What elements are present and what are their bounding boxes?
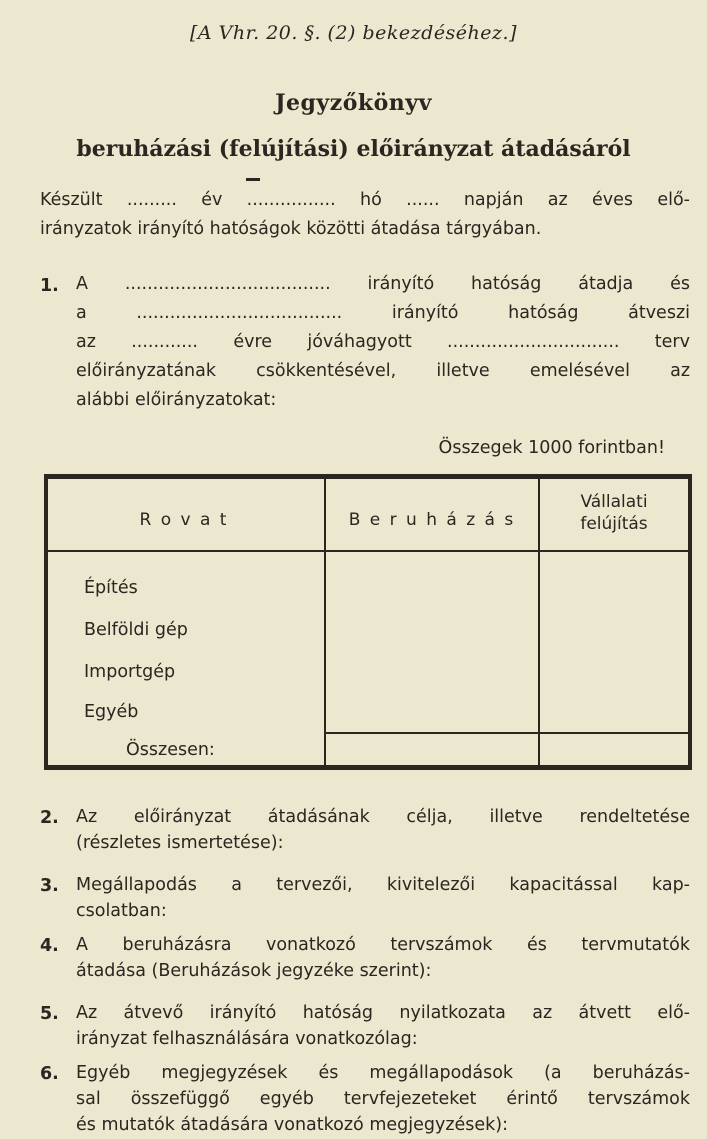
item-2-line-1: Az előirányzat átadásának célja, illetve rendeltetése — [76, 807, 690, 827]
intro-line-1: Készült ......... év ................ hó ...... napján az éves elő- — [40, 190, 690, 210]
table-header-divider — [44, 550, 692, 552]
reference-note: [A Vhr. 20. §. (2) bekezdéséhez.] — [189, 22, 517, 44]
item-2-line-2: (részletes ismertetése): — [76, 833, 284, 853]
table-bottom-border — [44, 765, 692, 770]
item-2-number: 2. — [40, 808, 59, 828]
item-3 — [76, 872, 690, 924]
item-3-number: 3. — [40, 876, 59, 896]
item-5-line-2: irányzat felhasználására vonatkozólag: — [76, 1029, 418, 1049]
section-1-line-3: az ............ évre jóváhagyott ............................... terv — [76, 332, 690, 352]
item-6-number: 6. — [40, 1064, 59, 1084]
item-3-line-2: csolatban: — [76, 901, 167, 921]
item-6-line-2: sal összefüggő egyéb tervfejezeteket érintő tervszámok — [76, 1089, 690, 1109]
section-1-number: 1. — [40, 276, 59, 296]
item-6-line-3: és mutatók átadására vonatkozó megjegyzések): — [76, 1115, 509, 1135]
section-1-line-5: alábbi előirányzatokat: — [76, 390, 277, 410]
item-6 — [76, 1060, 690, 1138]
table-right-border — [688, 474, 692, 770]
item-3-line-1: Megállapodás a tervezői, kivitelezői kapacitással kap- — [76, 875, 690, 895]
item-4-line-1: A beruházásra vonatkozó tervszámok és tervmutatók — [76, 935, 690, 955]
row-belfoldi-gep: Belföldi gép — [84, 620, 188, 640]
item-5-line-1: Az átvevő irányító hatóság nyilatkozata az átvett elő- — [76, 1003, 690, 1023]
document-title: Jegyzőkönyv — [275, 90, 432, 116]
item-4 — [76, 932, 690, 984]
section-1-line-4: előirányzatának csökkentésével, illetve emelésével az — [76, 361, 690, 381]
section-1-line-2: a ..................................... irányító hatóság átveszi — [76, 303, 690, 323]
intro-paragraph — [40, 186, 690, 244]
section-1-line-1: A ..................................... irányító hatóság átadja és — [76, 274, 690, 294]
table-total-divider — [324, 732, 690, 734]
row-importgep: Importgép — [84, 662, 176, 682]
header-vallalati: Vállalati — [580, 492, 648, 512]
header-felujitas: felújítás — [580, 514, 648, 534]
header-beruhazas: B e r u h á z á s — [348, 510, 516, 530]
item-5 — [76, 1000, 690, 1052]
item-5-number: 5. — [40, 1004, 59, 1024]
header-rovat: R o v a t — [139, 510, 229, 530]
section-1-paragraph — [76, 270, 690, 415]
document-subtitle: beruházási (felújítási) előirányzat átadásáról — [76, 136, 631, 162]
item-4-line-2: átadása (Beruházások jegyzéke szerint): — [76, 961, 432, 981]
item-6-line-1: Egyéb megjegyzések és megállapodások (a beruházás- — [76, 1063, 690, 1083]
amount-unit-note: Összegek 1000 forintban! — [438, 438, 665, 458]
row-epites: Építés — [84, 578, 138, 598]
intro-line-2: irányzatok irányító hatóságok közötti átadása tárgyában. — [40, 219, 542, 239]
appropriation-table — [44, 474, 692, 772]
item-2 — [76, 804, 690, 856]
item-4-number: 4. — [40, 936, 59, 956]
title-dash — [246, 178, 260, 181]
table-top-border — [44, 474, 692, 479]
row-egyeb: Egyéb — [84, 702, 139, 722]
row-total: Összesen: — [126, 740, 215, 760]
